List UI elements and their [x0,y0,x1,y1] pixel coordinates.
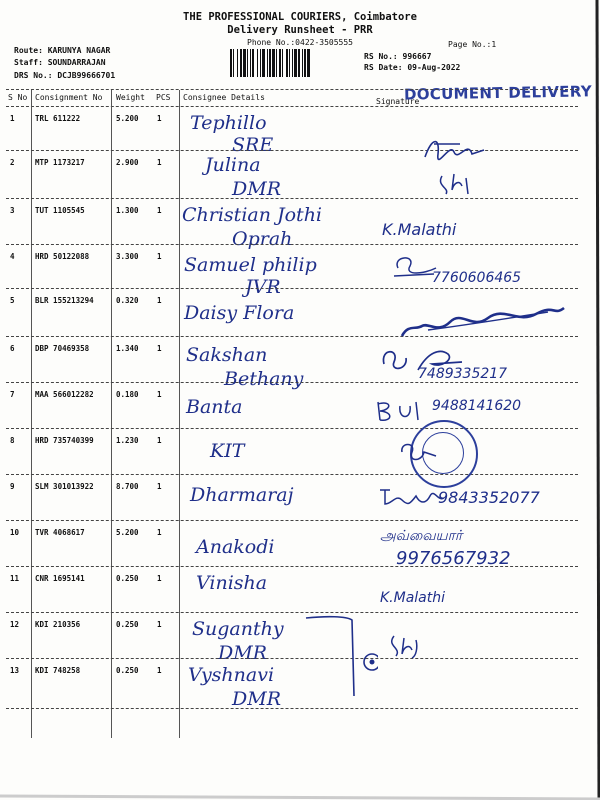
row-pcs: 1 [157,574,162,583]
row-weight: 5.200 [116,114,139,123]
row-consignee-name: DMR [232,178,281,200]
row-consignment-no: TUT 1105545 [35,206,85,215]
row-consignment-no: HRD 50122088 [35,252,90,261]
col-divider [31,90,32,738]
row-consignment-no: DBP 70469358 [35,344,90,353]
runsheet-subtitle: Delivery Runsheet - PRR [227,24,373,36]
row-consignee-name: Oprah [232,228,293,250]
row-sno: 10 [10,528,20,537]
company-title: THE PROFESSIONAL COURIERS, Coimbatore [183,11,417,23]
row-consignee-name: JVR [245,276,281,298]
rs-number: RS No.: 996667 [364,52,432,61]
row-consignee-name: Bethany [224,368,304,390]
col-consignment: Consignment No [35,93,103,102]
row-consignment-no: MTP 1173217 [35,158,85,167]
row-divider [6,150,578,151]
col-signature: Signature [376,97,420,106]
row-sno: 4 [10,252,15,261]
row-pcs: 1 [157,666,162,675]
row-divider [6,658,578,659]
row-consignee-name: Tephillo [190,112,267,134]
row-weight: 1.300 [116,206,139,215]
col-divider [111,90,112,738]
staff-label: Staff: SOUNDARRAJAN [14,58,106,67]
row-consignee-name: Suganthy [192,618,284,640]
row-divider [6,566,578,567]
row-consignee-name: Christian Jothi [182,204,323,226]
row-pcs: 1 [157,344,162,353]
row-sno: 5 [10,296,15,305]
row-consignee-name: SRE [232,134,274,156]
row-sno: 11 [10,574,20,583]
row-sno: 6 [10,344,15,353]
row-signature-text: K.Malathi [382,220,457,239]
signature-row-12 [386,628,426,660]
row-pcs: 1 [157,528,162,537]
row-weight: 5.200 [116,528,139,537]
phone-number: Phone No.:0422-3505555 [247,38,353,47]
col-weight: Weight [116,93,145,102]
row-consignment-no: MAA 566012282 [35,390,94,399]
row-divider [6,612,578,613]
row-consignment-no: BLR 155213294 [35,296,94,305]
row-weight: 8.700 [116,482,139,491]
signature-row-6 [378,344,468,376]
col-divider [179,90,180,738]
row-weight: 0.250 [116,666,139,675]
col-pcs: PCS [156,93,171,102]
row-signature-text: 7489335217 [418,366,508,382]
row-sno: 7 [10,390,15,399]
signature-row-7 [372,396,432,426]
row-consignee-name: Daisy Flora [184,302,295,324]
row-pcs: 1 [157,158,162,167]
row-signature-text: 9488141620 [432,398,522,414]
row-divider [6,288,578,289]
row-consignment-no: KDI 748258 [35,666,81,675]
row-divider [6,198,578,199]
row-pcs: 1 [157,114,162,123]
row-signature-text: 7760606465 [432,270,522,286]
row-consignment-no: TRL 611222 [35,114,81,123]
row-consignee-name: Anakodi [196,536,275,558]
row-consignee-name: DMR [218,642,267,664]
drs-number: DRS No.: DCJB99666701 [14,71,116,80]
row-consignment-no: KDI 210356 [35,620,81,629]
row-pcs: 1 [157,390,162,399]
row-consignment-no: TVR 4068617 [35,528,85,537]
signature-row-4 [390,252,442,282]
row-sno: 3 [10,206,15,215]
page-number: Page No.:1 [448,40,497,49]
row-divider [6,520,578,521]
col-sno: S No [8,93,28,102]
row-consignment-no: SLM 301013922 [35,482,94,491]
row-weight: 3.300 [116,252,139,261]
row-weight: 0.320 [116,296,139,305]
row-consignee-name: Vyshnavi [188,664,275,686]
row-weight: 2.900 [116,158,139,167]
row-consignment-no: CNR 1695141 [35,574,85,583]
table-top-rule [6,89,578,90]
row-consignee-name: KIT [210,440,245,462]
row-consignee-name: Julina [205,154,261,176]
signature-row-2b [436,168,476,198]
row-consignee-name: Banta [186,396,243,418]
row-weight: 1.230 [116,436,139,445]
row-weight: 1.340 [116,344,139,353]
row-consignment-no: HRD 735740399 [35,436,94,445]
row-sno: 1 [10,114,15,123]
row-pcs: 1 [157,620,162,629]
barcode [230,49,358,77]
row-sno: 8 [10,436,15,445]
row-signature-text: 9843352077 [438,488,540,507]
row-signature-text: K.Malathi [380,590,446,606]
row-pcs: 1 [157,436,162,445]
signature-row-8 [396,438,456,468]
row-signature-text: 9976567932 [396,548,511,569]
document-delivery-stamp: DOCUMENT DELIVERY [403,82,593,104]
signature-row-9 [376,484,448,510]
row-consignee-name: Vinisha [196,572,268,594]
row-sno: 2 [10,158,15,167]
row-divider [6,244,578,245]
signature-row-5 [398,300,568,344]
row-pcs: 1 [157,482,162,491]
row-weight: 0.250 [116,620,139,629]
row-divider [6,382,578,383]
row-sno: 13 [10,666,20,675]
signature-row-2 [420,132,490,166]
rs-date: RS Date: 09-Aug-2022 [364,63,461,72]
row-weight: 0.180 [116,390,139,399]
row-sno: 12 [10,620,20,629]
row-pcs: 1 [157,296,162,305]
row-divider [6,708,578,709]
row-sno: 9 [10,482,15,491]
row-consignee-name: Samuel philip [184,254,317,276]
row-consignee-name: Sakshan [186,344,268,366]
table-header-rule [6,106,578,107]
row-consignee-name: DMR [232,688,281,710]
row-consignee-name: Dharmaraj [190,484,294,506]
bracket-mark [296,612,378,702]
row-pcs: 1 [157,252,162,261]
row-signature-text: அவ்வையார் [380,528,463,544]
row-divider [6,474,578,475]
route-label: Route: KARUNYA NAGAR [14,46,111,55]
row-weight: 0.250 [116,574,139,583]
col-consignee: Consignee Details [183,93,265,102]
row-pcs: 1 [157,206,162,215]
row-divider [6,428,578,429]
